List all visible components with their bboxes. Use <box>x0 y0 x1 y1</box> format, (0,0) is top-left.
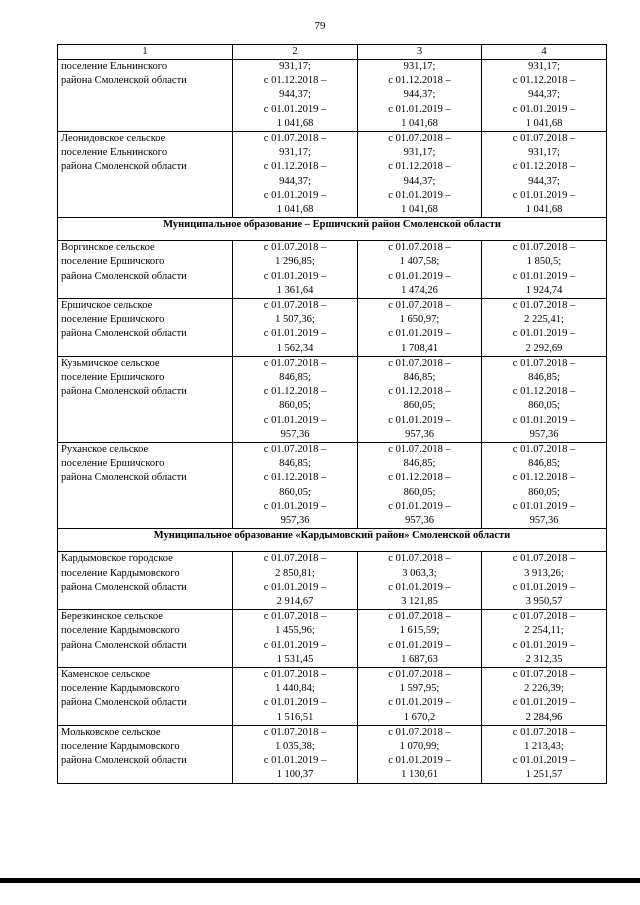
tariff-cell: 931,17; с 01.12.2018 – 944,37; с 01.01.2019 – 1 041,68 <box>233 60 358 132</box>
tariff-cell: с 01.07.2018 – 3 063,3; с 01.01.2019 – 3 121,85 <box>358 552 482 610</box>
table-row <box>58 610 607 668</box>
settlement-name: Каменское сельское поселение Кардымовского района Смоленской области <box>58 667 233 725</box>
tariff-cell: с 01.07.2018 – 2 225,41; с 01.01.2019 – 2 292,69 <box>482 299 607 357</box>
table-row <box>58 132 607 218</box>
settlement-name: Березкинское сельское поселение Кардымовского района Смоленской области <box>58 610 233 668</box>
settlement-name: Воргинское сельское поселение Ершичского района Смоленской области <box>58 241 233 299</box>
tariff-cell: с 01.07.2018 – 1 615,59; с 01.01.2019 – 1 687,63 <box>358 610 482 668</box>
tariff-cell: с 01.07.2018 – 846,85; с 01.12.2018 – 860,05; с 01.01.2019 – 957,36 <box>358 443 482 529</box>
tariff-cell: с 01.07.2018 – 1 650,97; с 01.01.2019 – 1 708,41 <box>358 299 482 357</box>
column-header-4: 4 <box>482 45 607 60</box>
tariff-cell: с 01.07.2018 – 931,17; с 01.12.2018 – 944,37; с 01.01.2019 – 1 041,68 <box>358 132 482 218</box>
page-number: 79 <box>314 20 326 32</box>
tariff-cell: с 01.07.2018 – 1 850,5; с 01.01.2019 – 1 924,74 <box>482 241 607 299</box>
tariff-cell: с 01.07.2018 – 1 407,58; с 01.01.2019 – 1 474,26 <box>358 241 482 299</box>
settlement-name: поселение Ельнинского района Смоленской области <box>58 60 233 132</box>
tariff-cell: с 01.07.2018 – 931,17; с 01.12.2018 – 944,37; с 01.01.2019 – 1 041,68 <box>482 132 607 218</box>
tariff-cell: с 01.07.2018 – 1 597,95; с 01.01.2019 – 1 670,2 <box>358 667 482 725</box>
table-row <box>58 552 607 610</box>
section-title: Муниципальное образование «Кардымовский район» Смоленской области <box>58 529 607 552</box>
tariff-cell: с 01.07.2018 – 931,17; с 01.12.2018 – 944,37; с 01.01.2019 – 1 041,68 <box>233 132 358 218</box>
tariff-cell: с 01.07.2018 – 846,85; с 01.12.2018 – 860,05; с 01.01.2019 – 957,36 <box>233 443 358 529</box>
tariff-cell: с 01.07.2018 – 2 226,39; с 01.01.2019 – 2 284,96 <box>482 667 607 725</box>
tariff-cell: с 01.07.2018 – 1 455,96; с 01.01.2019 – 1 531,45 <box>233 610 358 668</box>
table-row <box>58 356 607 442</box>
section-title: Муниципальное образование – Ершичский район Смоленской области <box>58 218 607 241</box>
table-row <box>58 60 607 132</box>
tariff-table <box>57 44 607 784</box>
table-row <box>58 299 607 357</box>
tariff-cell: с 01.07.2018 – 2 850,81; с 01.01.2019 – 2 914,67 <box>233 552 358 610</box>
section-row <box>58 529 607 552</box>
settlement-name: Мольковское сельское поселение Кардымовского района Смоленской области <box>58 725 233 783</box>
column-header-2: 2 <box>233 45 358 60</box>
settlement-name: Ершичское сельское поселение Ершичского района Смоленской области <box>58 299 233 357</box>
tariff-cell: с 01.07.2018 – 1 507,36; с 01.01.2019 – 1 562,34 <box>233 299 358 357</box>
settlement-name: Кардымовское городское поселение Кардымовского района Смоленской области <box>58 552 233 610</box>
tariff-cell: с 01.07.2018 – 846,85; с 01.12.2018 – 860,05; с 01.01.2019 – 957,36 <box>482 443 607 529</box>
header-row <box>58 45 607 60</box>
table-row <box>58 667 607 725</box>
tariff-cell: с 01.07.2018 – 1 070,99; с 01.01.2019 – 1 130,61 <box>358 725 482 783</box>
table-row <box>58 443 607 529</box>
tariff-cell: с 01.07.2018 – 1 296,85; с 01.01.2019 – 1 361,64 <box>233 241 358 299</box>
settlement-name: Кузьмичское сельское поселение Ершичского района Смоленской области <box>58 356 233 442</box>
table-body <box>58 60 607 784</box>
tariff-cell: с 01.07.2018 – 846,85; с 01.12.2018 – 860,05; с 01.01.2019 – 957,36 <box>233 356 358 442</box>
settlement-name: Леонидовское сельское поселение Ельнинского района Смоленской области <box>58 132 233 218</box>
tariff-cell: с 01.07.2018 – 3 913,26; с 01.01.2019 – 3 950,57 <box>482 552 607 610</box>
tariff-cell: с 01.07.2018 – 1 440,84; с 01.01.2019 – 1 516,51 <box>233 667 358 725</box>
bottom-rule <box>0 878 640 883</box>
tariff-cell: с 01.07.2018 – 1 213,43; с 01.01.2019 – 1 251,57 <box>482 725 607 783</box>
tariff-cell: с 01.07.2018 – 2 254,11; с 01.01.2019 – 2 312,35 <box>482 610 607 668</box>
tariff-cell: 931,17; с 01.12.2018 – 944,37; с 01.01.2019 – 1 041,68 <box>482 60 607 132</box>
tariff-cell: 931,17; с 01.12.2018 – 944,37; с 01.01.2019 – 1 041,68 <box>358 60 482 132</box>
tariff-cell: с 01.07.2018 – 846,85; с 01.12.2018 – 860,05; с 01.01.2019 – 957,36 <box>358 356 482 442</box>
column-header-3: 3 <box>358 45 482 60</box>
table-row <box>58 725 607 783</box>
settlement-name: Руханское сельское поселение Ершичского района Смоленской области <box>58 443 233 529</box>
column-header-1: 1 <box>58 45 233 60</box>
tariff-cell: с 01.07.2018 – 1 035,38; с 01.01.2019 – 1 100,37 <box>233 725 358 783</box>
section-row <box>58 218 607 241</box>
table-row <box>58 241 607 299</box>
tariff-cell: с 01.07.2018 – 846,85; с 01.12.2018 – 860,05; с 01.01.2019 – 957,36 <box>482 356 607 442</box>
